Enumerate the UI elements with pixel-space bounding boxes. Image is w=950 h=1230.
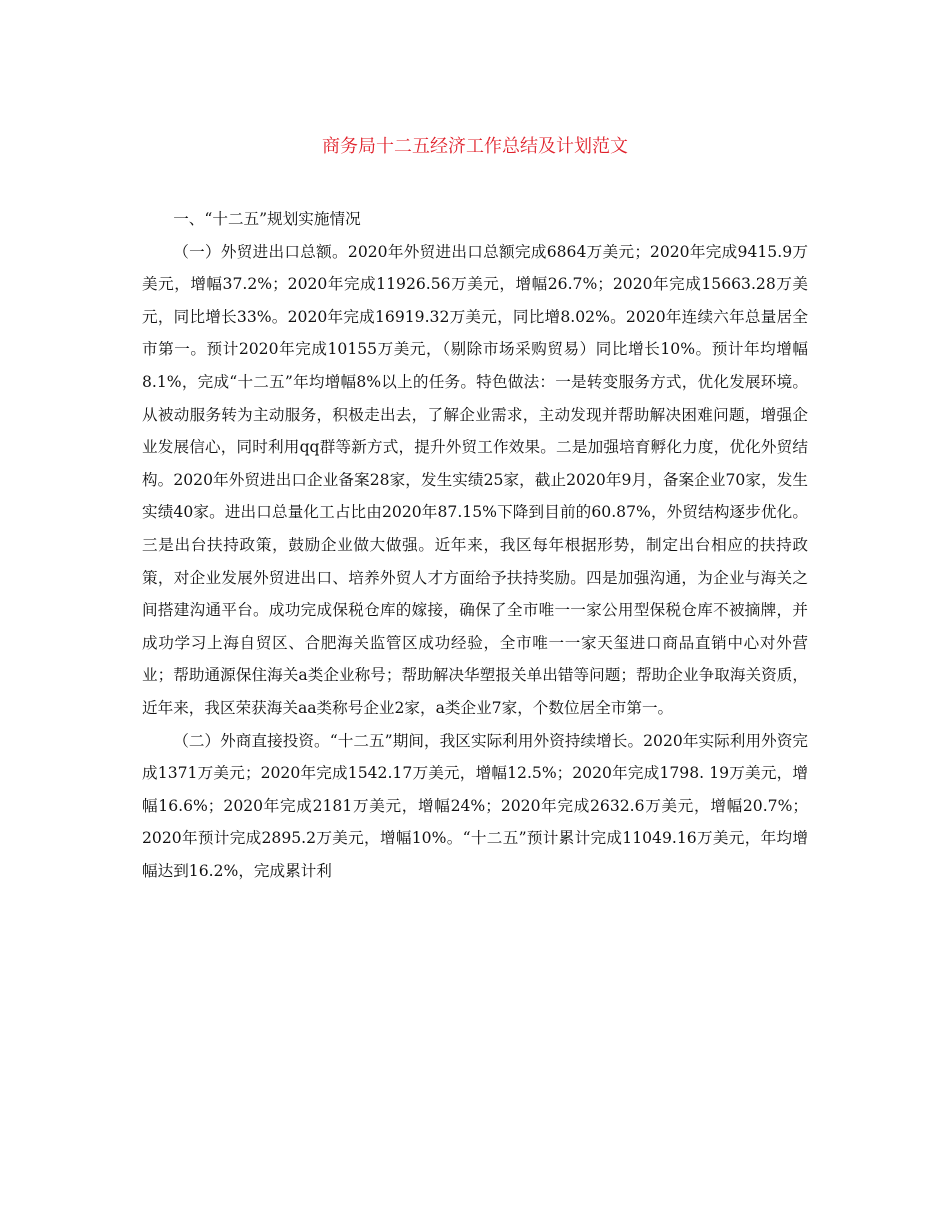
paragraph-foreign-trade: （一）外贸进出口总额。2020年外贸进出口总额完成6864万美元；2020年完成9415.9万美元，增幅37.2%；2020年完成11926.56万美元，增幅26.7%；2020年完成15663.28万美元，同比增长33%。2020年完成16919.32万美元，同比增8.02%。2020年连续六年总量居全市第一。预计2020年完成10155万美元，（剔除市场采购贸易）同比增长10%。预计年均增幅8.1%，完成“十二五”年均增幅8%以上的任务。特色做法：一是转变服务方式，优化发展环境。从被动服务转为主动服务，积极走出去，了解企业需求，主动发现并帮助解决困难问题，增强企业发展信心，同时利用qq群等新方式，提升外贸工作效果。二是加强培育孵化力度，优化外贸结构。2020年外贸进出口企业备案28家，发生实绩25家，截止2020年9月，备案企业70家，发生实绩40家。进出口总量化工占比由2020年87.15%下降到目前的60.87%，外贸结构逐步优化。三是出台扶持政策，鼓励企业做大做强。近年来，我区每年根据形势，制定出台相应的扶持政策，对企业发展外贸进出口、培养外贸人才方面给予扶持奖励。四是加强沟通，为企业与海关之间搭建沟通平台。成功完成保税仓库的嫁接，确保了全市唯一一家公用型保税仓库不被摘牌，并成功学习上海自贸区、合肥海关监管区成功经验，全市唯一一家天玺进口商品直销中心对外营业；帮助通源保住海关a类企业称号；帮助解决华塑报关单出错等问题；帮助企业争取海关资质，近年来，我区荣获海关aa类称号企业2家，a类企业7家，个数位居全市第一。 <box>142 242 808 717</box>
section-heading: 一、“十二五”规划实施情况 <box>173 210 361 228</box>
paragraph-foreign-investment: （二）外商直接投资。“十二五”期间，我区实际利用外资持续增长。2020年实际利用外资完成1371万美元；2020年完成1542.17万美元，增幅12.5%；2020年完成1798. 19万美元，增幅16.6%；2020年完成2181万美元，增幅24%；2020年完成2632.6万美元，增幅20.7%；2020年预计完成2895.2万美元，增幅10%。“十二五”预计累计完成11049.16万美元，年均增幅达到16.2%，完成累计利 <box>142 731 808 880</box>
document-body <box>142 203 808 887</box>
document-title: 商务局十二五经济工作总结及计划范文 <box>322 136 628 157</box>
